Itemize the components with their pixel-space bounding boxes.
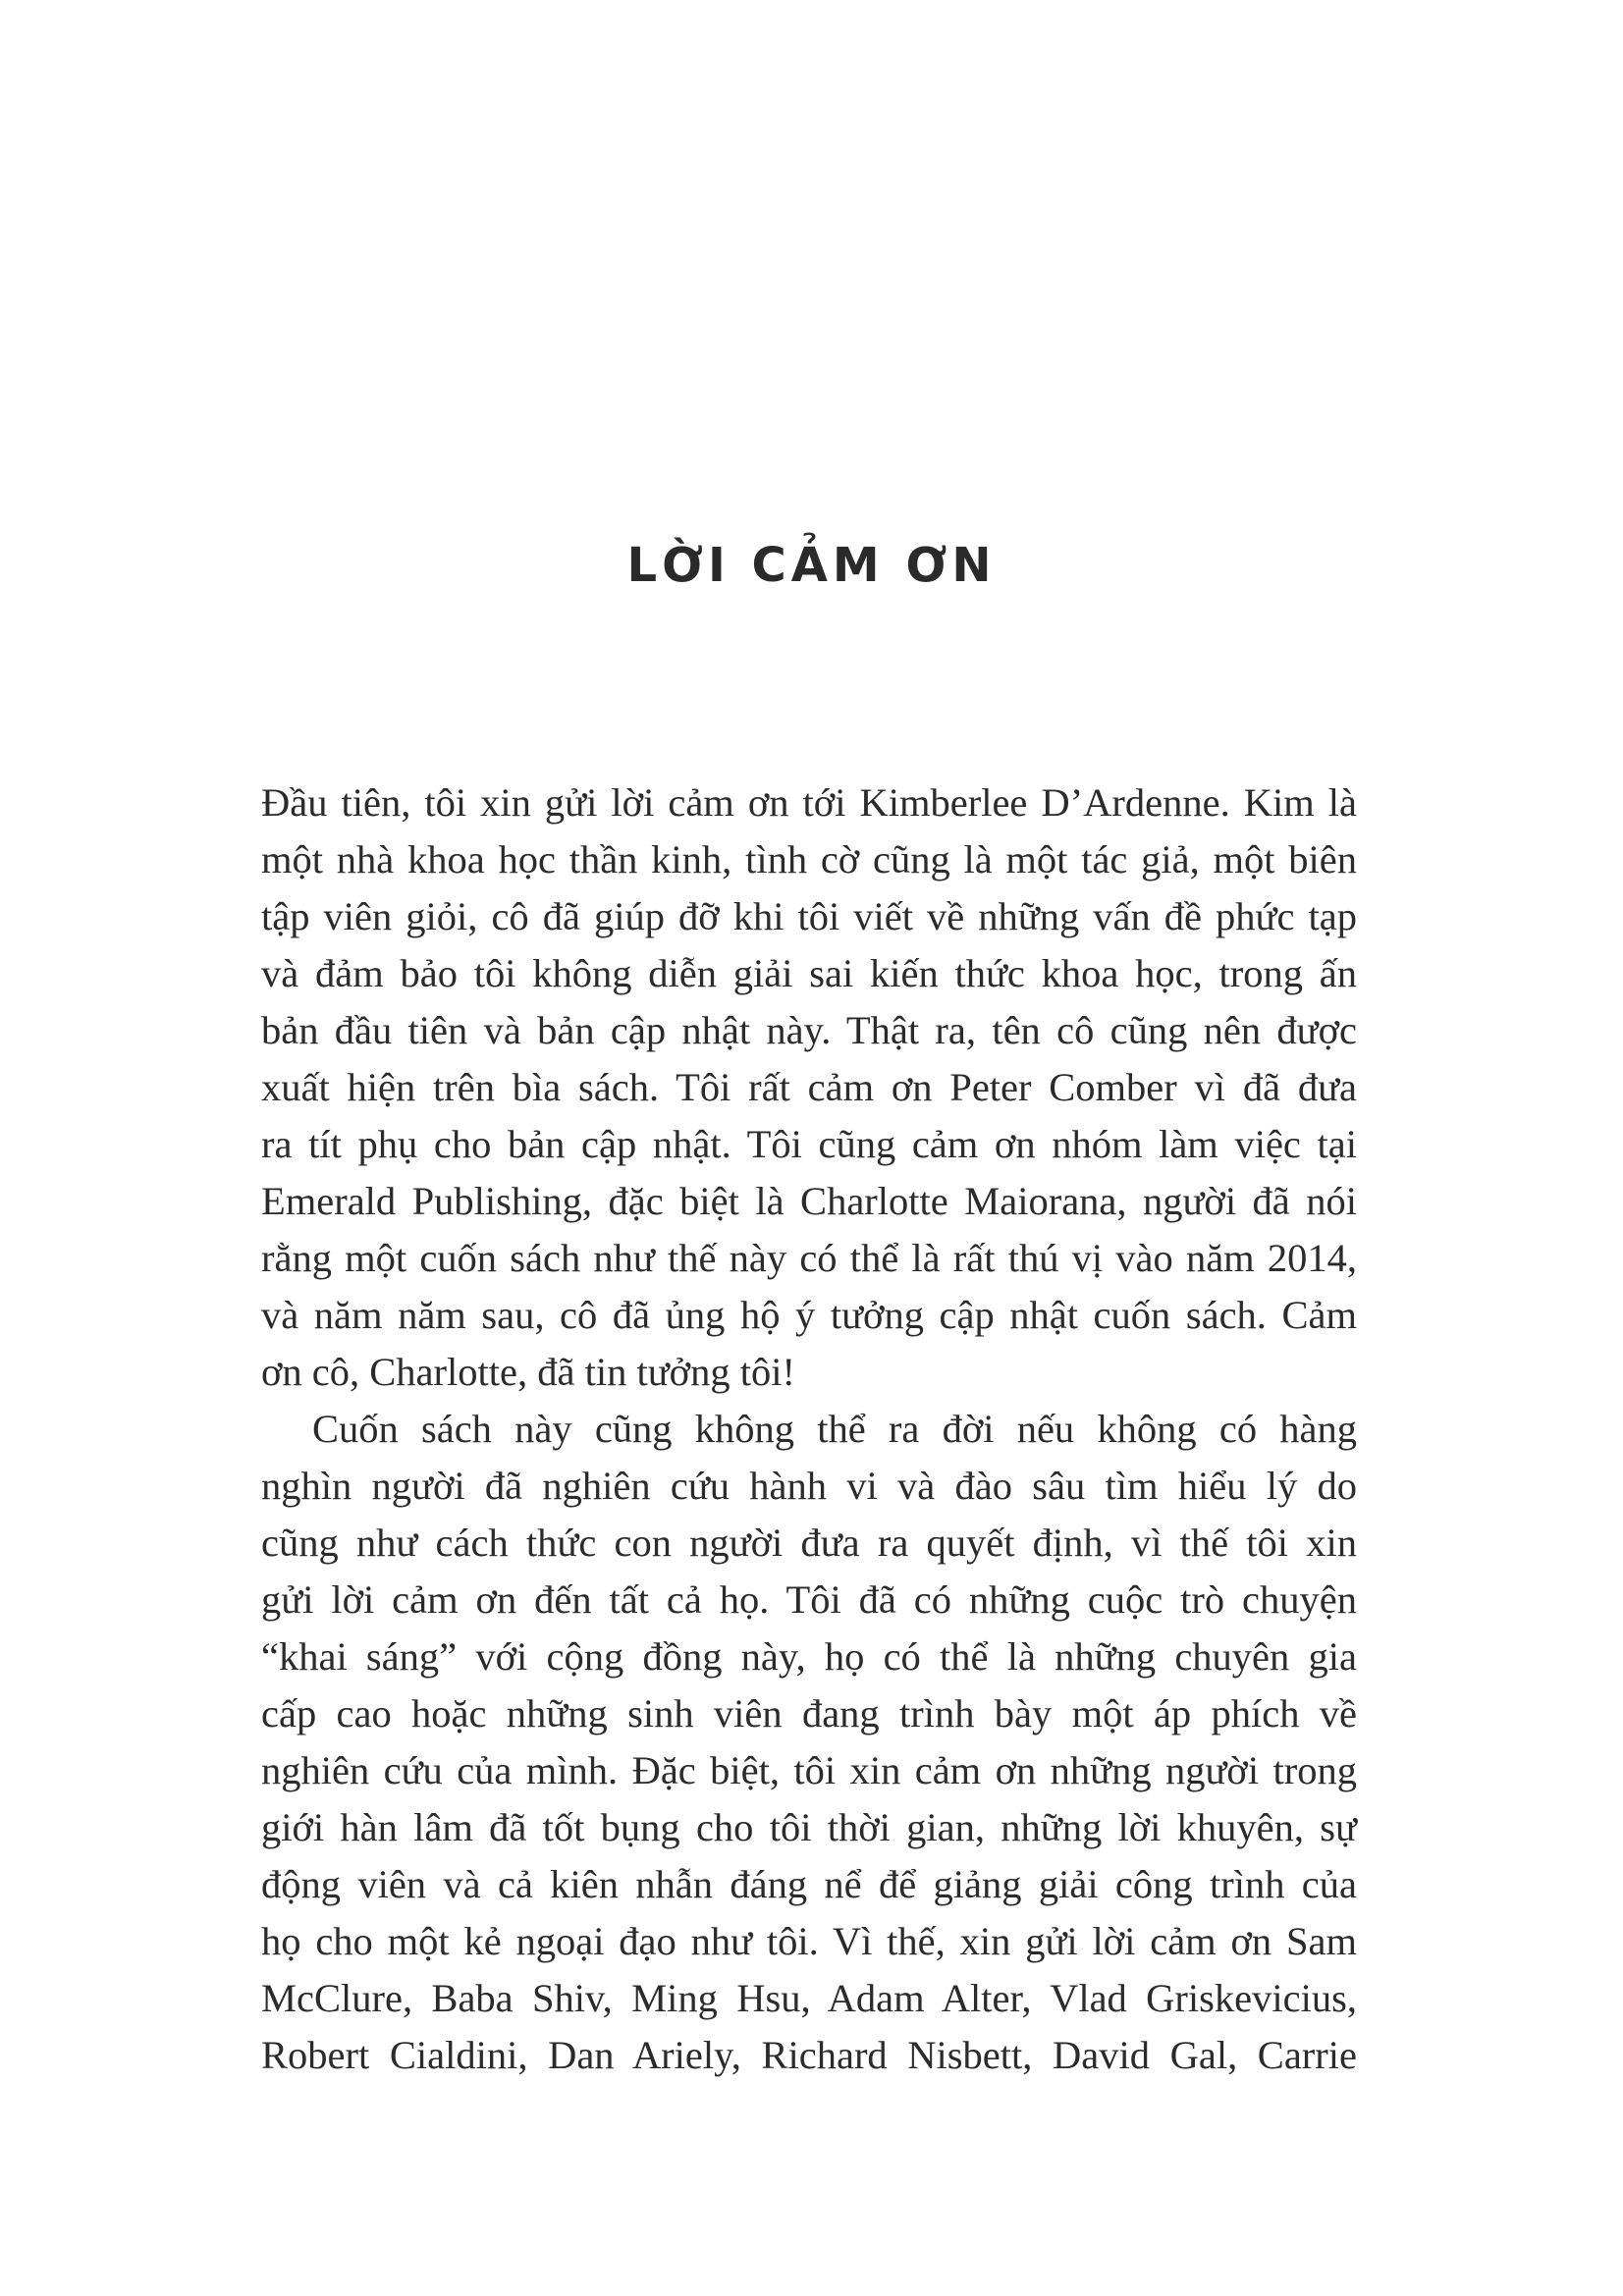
text-line: giới hàn lâm đã tốt bụng cho tôi thời gian, những lời khuyên, sự [261,1805,1357,1849]
text-line: Cuốn sách này cũng không thể ra đời nếu không có hàng [312,1407,1357,1451]
text-line: Emerald Publishing, đặc biệt là Charlotte Maiorana, người đã nói [261,1179,1357,1223]
paragraph-2 [261,1401,1357,2084]
text-line: cấp cao hoặc những sinh viên đang trình bày một áp phích về [261,1691,1357,1735]
text-line: động viên và cả kiên nhẫn đáng nể để giảng giải công trình của [261,1862,1357,1906]
paragraph-1 [261,774,1357,1401]
text-line: Robert Cialdini, Dan Ariely, Richard Nisbett, David Gal, Carrie [261,2033,1357,2077]
text-line: và đảm bảo tôi không diễn giải sai kiến thức khoa học, trong ấn [261,951,1357,995]
text-line: xuất hiện trên bìa sách. Tôi rất cảm ơn Peter Comber vì đã đưa [261,1065,1357,1109]
text-line: gửi lời cảm ơn đến tất cả họ. Tôi đã có những cuộc trò chuyện [261,1577,1357,1622]
text-line: ra tít phụ cho bản cập nhật. Tôi cũng cảm ơn nhóm làm việc tại [261,1122,1357,1166]
text-line: bản đầu tiên và bản cập nhật này. Thật ra, tên cô cũng nên được [261,1008,1357,1052]
chapter-heading: LỜI CẢM ƠN [626,538,997,593]
text-line: ơn cô, Charlotte, đã tin tưởng tôi! [261,1350,795,1394]
text-line: “khai sáng” với cộng đồng này, họ có thể là những chuyên gia [261,1634,1357,1679]
text-line: họ cho một kẻ ngoại đạo như tôi. Vì thế, xin gửi lời cảm ơn Sam [261,1919,1357,1963]
text-line: rằng một cuốn sách như thế này có thể là rất thú vị vào năm 2014, [261,1236,1357,1280]
body-text [261,774,1357,2084]
text-line: nghìn người đã nghiên cứu hành vi và đào sâu tìm hiểu lý do [261,1464,1357,1508]
text-line: tập viên giỏi, cô đã giúp đỡ khi tôi viết về những vấn đề phức tạp [261,894,1357,938]
text-line: một nhà khoa học thần kinh, tình cờ cũng là một tác giả, một biên [261,837,1357,881]
text-line: McClure, Baba Shiv, Ming Hsu, Adam Alter, Vlad Griskevicius, [261,1976,1357,2020]
text-line: cũng như cách thức con người đưa ra quyết định, vì thế tôi xin [261,1521,1357,1565]
text-line: Đầu tiên, tôi xin gửi lời cảm ơn tới Kimberlee D’Ardenne. Kim là [261,780,1357,825]
text-line: và năm năm sau, cô đã ủng hộ ý tưởng cập nhật cuốn sách. Cảm [261,1293,1357,1337]
text-line: nghiên cứu của mình. Đặc biệt, tôi xin cảm ơn những người trong [261,1748,1357,1792]
